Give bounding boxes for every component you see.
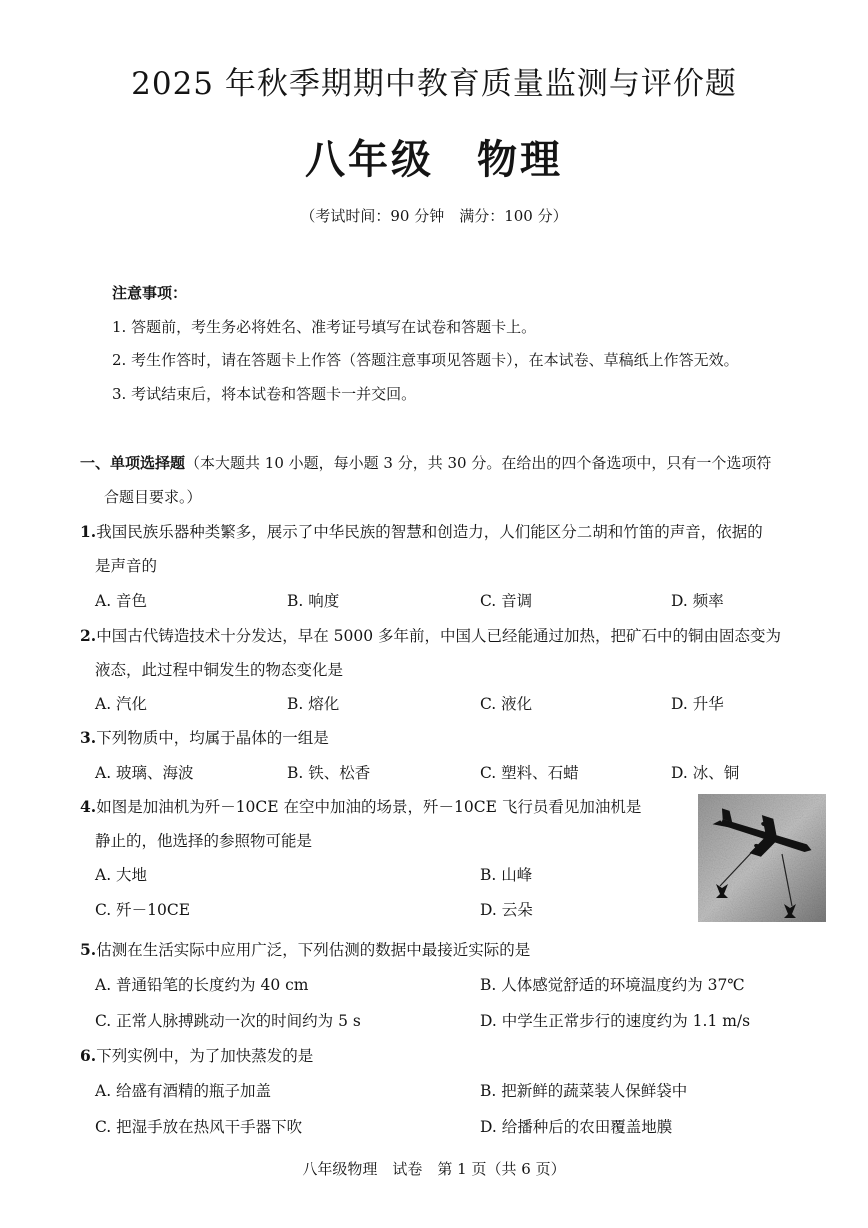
option-a: A. 音色 bbox=[95, 592, 148, 610]
option-d: D. 中学生正常步行的速度约为 1.1 m/s bbox=[480, 1012, 751, 1030]
option-d: D. 云朵 bbox=[480, 901, 533, 919]
question-1 bbox=[80, 520, 763, 542]
option-c: C. 正常人脉搏跳动一次的时间约为 5 s bbox=[95, 1012, 361, 1030]
question-text: 下列物质中，均属于晶体的一组是 bbox=[96, 729, 329, 747]
option-d: D. 冰、铜 bbox=[671, 764, 740, 782]
option-b: B. 山峰 bbox=[480, 866, 533, 884]
option-b: B. 熔化 bbox=[287, 695, 340, 713]
exam-title: 2025 年秋季期期中教育质量监测与评价题 bbox=[131, 66, 737, 102]
question-2 bbox=[80, 624, 781, 646]
option-b: B. 把新鲜的蔬菜装人保鲜袋中 bbox=[480, 1082, 688, 1100]
question-number: 5. bbox=[80, 940, 97, 959]
section-header bbox=[80, 452, 771, 473]
option-d: D. 升华 bbox=[671, 695, 724, 713]
exam-info: （考试时间：90 分钟 满分：100 分） bbox=[300, 207, 568, 225]
notice-item: 1. 答题前，考生务必将姓名、准考证号填写在试卷和答题卡上。 bbox=[112, 318, 537, 336]
option-d: D. 频率 bbox=[671, 592, 724, 610]
option-a: A. 大地 bbox=[95, 866, 148, 884]
section-desc-cont: 合题目要求。） bbox=[104, 488, 202, 506]
option-c: C. 音调 bbox=[480, 592, 533, 610]
option-c: C. 塑料、石蜡 bbox=[480, 764, 579, 782]
section-title: 一、单项选择题 bbox=[80, 454, 186, 472]
option-a: A. 给盛有酒精的瓶子加盖 bbox=[95, 1082, 272, 1100]
question-text-cont: 液态，此过程中铜发生的物态变化是 bbox=[95, 661, 344, 679]
question-text: 我国民族乐器种类繁多，展示了中华民族的智慧和创造力，人们能区分二胡和竹笛的声音，依据的 bbox=[96, 523, 763, 541]
page-footer: 八年级物理 试卷 第 1 页（共 6 页） bbox=[302, 1160, 566, 1178]
option-c: C. 把湿手放在热风干手器下吹 bbox=[95, 1118, 303, 1136]
question-4 bbox=[80, 795, 641, 817]
option-a: A. 玻璃、海波 bbox=[95, 764, 194, 782]
question-number: 1. bbox=[80, 522, 97, 541]
question-3 bbox=[80, 726, 329, 748]
option-b: B. 人体感觉舒适的环境温度约为 37℃ bbox=[480, 976, 745, 994]
option-c: C. 液化 bbox=[480, 695, 533, 713]
question-text: 如图是加油机为歼－10CE 在空中加油的场景，歼－10CE 飞行员看见加油机是 bbox=[96, 798, 642, 816]
option-a: A. 汽化 bbox=[95, 695, 148, 713]
question-text-cont: 是声音的 bbox=[95, 557, 158, 575]
question-text-cont: 静止的，他选择的参照物可能是 bbox=[95, 832, 313, 850]
question-number: 4. bbox=[80, 797, 97, 816]
question-number: 3. bbox=[80, 728, 97, 747]
option-d: D. 给播种后的农田覆盖地膜 bbox=[480, 1118, 673, 1136]
notice-item: 3. 考试结束后，将本试卷和答题卡一并交回。 bbox=[112, 385, 417, 403]
option-b: B. 铁、松香 bbox=[287, 764, 371, 782]
question-number: 6. bbox=[80, 1046, 97, 1065]
question-6 bbox=[80, 1044, 313, 1066]
question-text: 中国古代铸造技术十分发达，早在 5000 多年前，中国人已经能通过加热，把矿石中的铜由固态变为 bbox=[96, 627, 781, 645]
refueling-aircraft-photo bbox=[698, 794, 826, 922]
question-5 bbox=[80, 938, 530, 960]
option-a: A. 普通铅笔的长度约为 40 cm bbox=[95, 976, 309, 994]
question-text: 下列实例中，为了加快蒸发的是 bbox=[96, 1047, 314, 1065]
section-desc: （本大题共 10 小题，每小题 3 分，共 30 分。在给出的四个备选项中，只有一个选项符 bbox=[185, 454, 772, 472]
option-c: C. 歼－10CE bbox=[95, 901, 191, 919]
notice-item: 2. 考生作答时，请在答题卡上作答（答题注意事项见答题卡），在本试卷、草稿纸上作答无效。 bbox=[112, 351, 739, 369]
question-number: 2. bbox=[80, 626, 97, 645]
notice-heading: 注意事项： bbox=[112, 284, 188, 302]
exam-subtitle: 八年级 物理 bbox=[305, 136, 563, 183]
option-b: B. 响度 bbox=[287, 592, 340, 610]
question-text: 估测在生活实际中应用广泛，下列估测的数据中最接近实际的是 bbox=[96, 941, 531, 959]
